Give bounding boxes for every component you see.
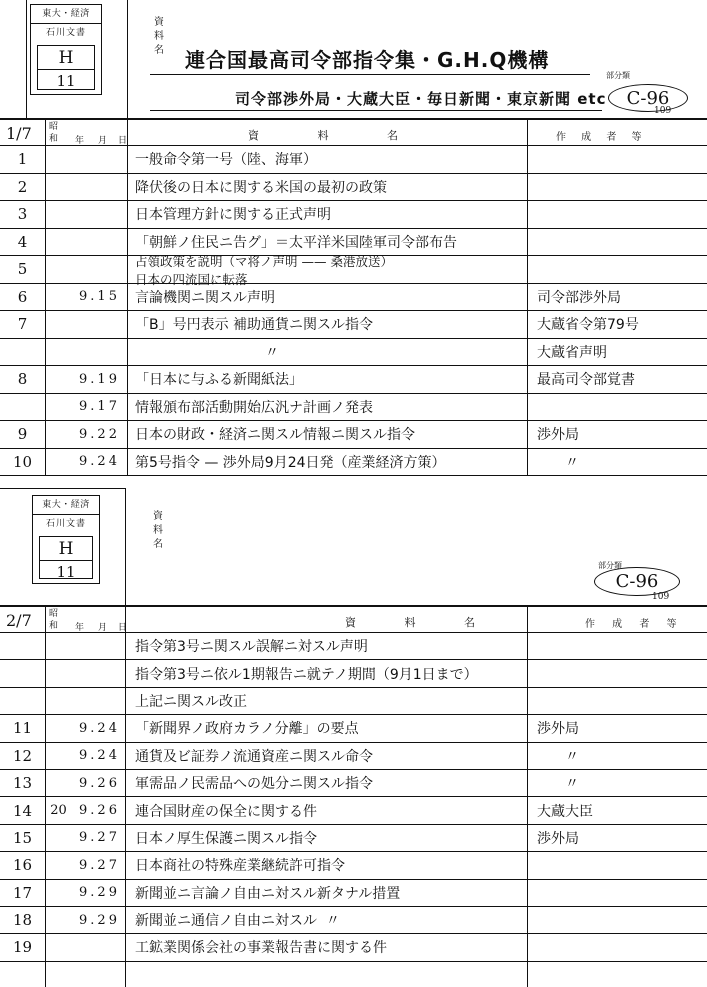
document-list (0, 146, 707, 476)
row-number: 3 (17, 205, 28, 224)
header-author: 作 成 者 等 (585, 619, 677, 630)
row-number: 11 (12, 719, 33, 738)
stamp-number: 11 (56, 563, 76, 581)
row-number: 15 (12, 828, 33, 847)
table-row (0, 339, 707, 367)
table-row (0, 660, 707, 687)
header-day: 日 (118, 136, 128, 146)
catalog-form-page-2 (0, 478, 707, 987)
author: 〃 (565, 454, 579, 471)
table-row (0, 311, 707, 339)
row-number: 1 (17, 150, 28, 169)
row-number: 19 (12, 938, 33, 957)
date: 9.24 (79, 454, 120, 470)
collection-stamp (32, 495, 100, 584)
classification-number (608, 84, 688, 112)
table-header (0, 605, 707, 633)
date: 9.22 (79, 426, 120, 442)
classification-number-text: C-96 (626, 87, 670, 109)
date: 9.26 (79, 775, 120, 791)
stamp-number: 11 (56, 72, 76, 90)
stamp-series: H (40, 537, 92, 561)
rule-line (26, 0, 27, 118)
rule-line (150, 74, 590, 75)
document-title: 指令第3号ニ依ル1期報告ニ就テノ期間（9月1日まで） (135, 666, 478, 683)
row-number: 8 (17, 370, 28, 389)
document-title: 新聞並ニ通信ノ自由ニ対スル 〃 (135, 913, 340, 930)
document-title: 占領政策を説明（マ将ノ声明 —— 桑港放送） (135, 253, 393, 269)
catalog-form-page-1 (0, 0, 707, 478)
classification-number-text: C-96 (615, 571, 659, 592)
author: 大蔵省声明 (537, 344, 607, 361)
document-title: 日本商社の特殊産業継続許可指令 (135, 858, 345, 875)
table-row (0, 366, 707, 394)
document-title: 上記ニ関スル改正 (135, 693, 247, 710)
table-row (0, 934, 707, 961)
table-row (0, 825, 707, 852)
stamp-institution: 東大・経済 (33, 496, 99, 515)
header-era: 昭和 (49, 609, 59, 631)
table-row (0, 284, 707, 312)
table-row (0, 797, 707, 824)
author: 渉外局 (537, 721, 579, 738)
author: 大蔵省令第79号 (537, 317, 639, 334)
date: 9.24 (79, 748, 120, 764)
stamp-number-box (37, 45, 95, 90)
document-title: 通貨及ビ証券ノ流通資産ニ関スル命令 (135, 748, 373, 765)
document-title: 「朝鮮ノ住民ニ告グ」＝太平洋米国陸軍司令部布告 (135, 234, 457, 251)
table-row (0, 253, 707, 287)
header-year: 年 (75, 136, 85, 146)
date: 9.26 (79, 803, 120, 819)
era-year: 20 (50, 803, 67, 819)
collection-stamp (30, 4, 102, 95)
classification-label: 部分類 (606, 71, 630, 80)
document-title-line2: 日本の四流国に転落 (135, 271, 248, 287)
document-title: 「新聞界ノ政府カラノ分離」の要点 (135, 721, 359, 738)
date: 9.15 (79, 289, 120, 305)
author: 渉外局 (537, 830, 579, 847)
document-title: 第5号指令 — 渉外局9月24日発（産業経済方策） (135, 454, 446, 471)
document-title: 情報頒布部活動開始広汎ナ計画ノ発表 (135, 399, 373, 416)
header-month: 月 (98, 623, 108, 633)
table-row (0, 394, 707, 422)
document-name-label: 資料名 (154, 17, 164, 56)
row-number: 17 (12, 883, 33, 902)
row-number: 2 (17, 177, 28, 196)
rule-line (150, 110, 602, 111)
document-title: 「日本に与ふる新聞紙法」 (135, 372, 303, 389)
row-number: 14 (12, 801, 33, 820)
header-document-name: 資 料 名 (345, 616, 475, 629)
document-title: 降伏後の日本に関する米国の最初の政策 (135, 179, 387, 196)
classification-sub-number: 109 (652, 592, 670, 602)
document-list (0, 633, 707, 962)
document-name-label: 資料名 (153, 511, 163, 550)
page-number: 2/7 (6, 611, 32, 630)
row-number: 4 (17, 232, 28, 251)
classification-sub-number: 109 (654, 106, 672, 116)
date: 9.27 (79, 830, 120, 846)
row-number: 10 (12, 452, 33, 471)
table-header (0, 118, 707, 146)
document-title: 日本の財政・経済ニ関スル情報ニ関スル指令 (135, 427, 415, 444)
author: 司令部渉外局 (537, 289, 621, 306)
stamp-collection: 石川文書 (45, 28, 86, 38)
row-number: 13 (12, 774, 33, 793)
date: 9.19 (79, 371, 120, 387)
header-era: 昭和 (49, 122, 59, 144)
table-row (0, 146, 707, 174)
row-number: 9 (17, 425, 28, 444)
header-author: 作 成 者 等 (556, 132, 642, 143)
row-number: 16 (12, 856, 33, 875)
table-row (0, 421, 707, 449)
table-row (0, 174, 707, 202)
header-day: 日 (118, 623, 128, 633)
table-row (0, 449, 707, 477)
table-row (0, 688, 707, 715)
collection-sources: 司令部渉外局・大蔵大臣・毎日新聞・東京新聞 etc (235, 90, 607, 108)
table-row (0, 770, 707, 797)
author: 大蔵大臣 (537, 803, 593, 820)
document-title: 一般命令第一号（陸、海軍） (135, 152, 317, 169)
document-title: 軍需品ノ民需品への処分ニ関スル指令 (135, 776, 373, 793)
author: 〃 (565, 748, 579, 765)
table-row (0, 852, 707, 879)
table-row (0, 743, 707, 770)
table-row (0, 633, 707, 660)
header-year: 年 (75, 623, 85, 633)
date: 9.24 (79, 720, 120, 736)
header-document-name: 資 料 名 (248, 129, 398, 142)
classification-label: 部分類 (598, 561, 622, 570)
table-row (0, 715, 707, 742)
page-number: 1/7 (6, 124, 32, 143)
row-number: 5 (17, 260, 28, 279)
document-title: 日本管理方針に関する正式声明 (135, 207, 331, 224)
row-number: 6 (17, 287, 28, 306)
stamp-institution: 東大・経済 (31, 5, 101, 24)
document-title: 〃 (265, 344, 279, 361)
document-title: 言論機関ニ関スル声明 (135, 289, 275, 306)
table-row (0, 880, 707, 907)
row-number: 18 (12, 911, 33, 930)
document-title: 「B」号円表示 補助通貨ニ関スル指令 (135, 317, 374, 334)
date: 9.29 (79, 885, 120, 901)
stamp-number-box (39, 536, 93, 579)
stamp-series: H (38, 46, 94, 70)
collection-title: 連合国最高司令部指令集・G.H.Q機構 (185, 48, 550, 72)
document-title: 指令第3号ニ関スル誤解ニ対スル声明 (135, 639, 368, 656)
row-number: 12 (12, 746, 33, 765)
document-title: 新聞並ニ言論ノ自由ニ対スル新タナル措置 (135, 885, 401, 902)
table-row (0, 201, 707, 229)
stamp-collection: 石川文書 (45, 519, 86, 529)
row-number: 7 (17, 315, 28, 334)
document-title: 連合国財産の保全に関する件 (135, 803, 317, 820)
table-row (0, 907, 707, 934)
header-month: 月 (98, 136, 108, 146)
document-title: 工鉱業関係会社の事業報告書に関する件 (135, 940, 387, 957)
date: 9.17 (79, 399, 120, 415)
document-title: 日本ノ厚生保護ニ関スル指令 (135, 830, 317, 847)
date: 9.27 (79, 857, 120, 873)
author: 最高司令部覚書 (537, 372, 635, 389)
rule-line (0, 488, 125, 489)
author: 渉外局 (537, 427, 579, 444)
date: 9.29 (79, 912, 120, 928)
author: 〃 (565, 776, 579, 793)
